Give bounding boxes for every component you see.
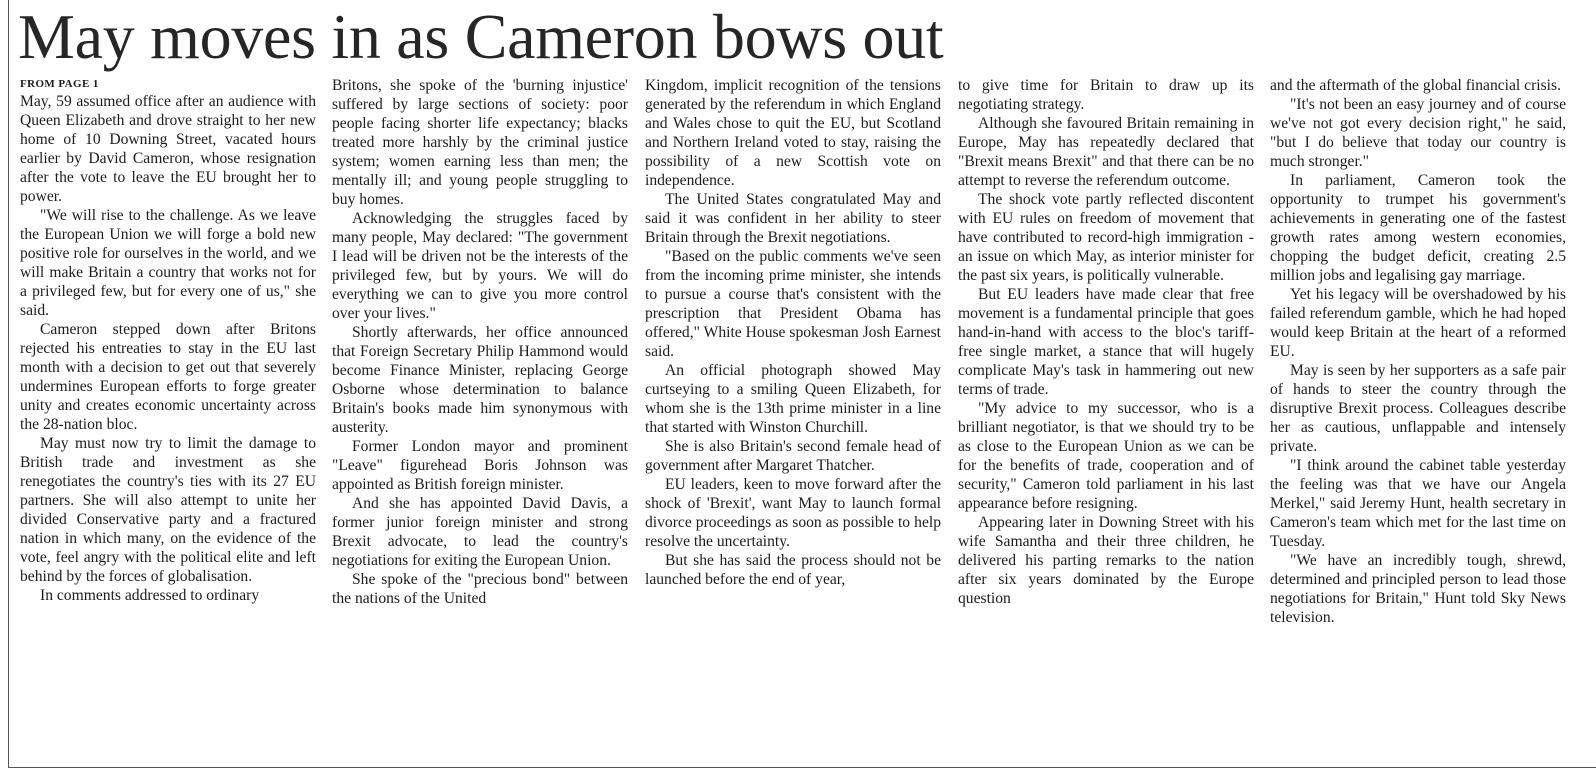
article-column-3: [645, 76, 941, 776]
left-rule: [8, 0, 9, 768]
article-paragraph: Britons, she spoke of the 'burning injustice' suffered by large sections of society: poor people facing shorter life expectancy; blacks treated more harshly by the criminal justice system; women earning less than men; the mentally ill; and young people struggling to buy homes.: [332, 77, 628, 208]
article-column-1: [20, 76, 316, 776]
article-paragraph: Acknowledging the struggles faced by many people, May declared: "The government I lead will be driven not be the interests of the privileged few, but by yours. We will do everything we can to give you more control over your lives.": [332, 210, 628, 322]
article-paragraph: Shortly afterwards, her office announced that Foreign Secretary Philip Hammond would become Finance Minister, replacing George Osborne whose determination to balance Britain's books made him synonymous with austerity.: [332, 324, 628, 436]
article-paragraph: "It's not been an easy journey and of course we've not got every decision right," he said, "but I do believe that today our country is much stronger.": [1270, 96, 1566, 170]
article-paragraph: But EU leaders have made clear that free movement is a fundamental principle that goes hand-in-hand with access to the bloc's tariff-free single market, a stance that will hugely complicate May's task in hammering out new terms of trade.: [958, 286, 1254, 398]
article-paragraph: Kingdom, implicit recognition of the tensions generated by the referendum in which England and Wales chose to quit the EU, but Scotland and Northern Ireland voted to stay, raising the possibility of a new Scottish vote on independence.: [645, 77, 941, 189]
article-paragraph: "We will rise to the challenge. As we leave the European Union we will forge a bold new positive role for ourselves in the world, and we will make Britain a country that works not for a privileged few, but for every one of us," she said.: [20, 207, 316, 319]
article-paragraph: Appearing later in Downing Street with his wife Samantha and their three children, he delivered his parting remarks to the nation after six years dominated by the Europe question: [958, 514, 1254, 607]
article-paragraph: to give time for Britain to draw up its negotiating strategy.: [958, 77, 1254, 113]
article-paragraph: Yet his legacy will be overshadowed by his failed referendum gamble, which he had hoped would keep Britain at the heart of a reformed EU.: [1270, 286, 1566, 360]
article-paragraph: "Based on the public comments we've seen from the incoming prime minister, she intends to pursue a course that's consistent with the prescription that President Obama has offered," White House spokesman Josh Earnest said.: [645, 248, 941, 360]
article-paragraph: And she has appointed David Davis, a former junior foreign minister and strong Brexit advocate, to lead the country's negotiations for exiting the European Union.: [332, 495, 628, 569]
article-paragraph: "My advice to my successor, who is a brilliant negotiator, is that we should try to be as close to the European Union as we can be for the benefits of trade, cooperation and of security," Cameron told parliament in his last appearance before resigning.: [958, 400, 1254, 512]
article-paragraph: The shock vote partly reflected discontent with EU rules on freedom of movement that have contributed to record-high immigration - an issue on which May, as interior minister for the past six years, is politically vulnerable.: [958, 191, 1254, 284]
article-paragraph: "We have an incredibly tough, shrewd, determined and principled person to lead those negotiations for Britain," Hunt told Sky News television.: [1270, 552, 1566, 626]
article-paragraph: and the aftermath of the global financial crisis.: [1270, 77, 1561, 94]
article-paragraph: She is also Britain's second female head of government after Margaret Thatcher.: [645, 438, 941, 474]
article-paragraph: May must now try to limit the damage to British trade and investment as she renegotiates the country's ties with its 27 EU partners. She will also attempt to unite her divided Conservative party and a fractured nation in which many, on the evidence of the vote, feel angry with the political elite and left behind by the forces of globalisation.: [20, 435, 316, 585]
article-paragraph: She spoke of the "precious bond" between the nations of the United: [332, 571, 628, 607]
article-paragraph: Although she favoured Britain remaining in Europe, May has repeatedly declared that "Brexit means Brexit" and that there can be no attempt to reverse the referendum outcome.: [958, 115, 1254, 189]
article-paragraph: "I think around the cabinet table yesterday the feeling was that we have our Angela Merkel," said Jeremy Hunt, health secretary in Cameron's team which met for the last time on Tuesday.: [1270, 457, 1566, 550]
article-paragraph: But she has said the process should not be launched before the end of year,: [645, 552, 941, 588]
article-paragraph: Cameron stepped down after Britons rejected his entreaties to stay in the EU last month with a decision to get out that severely undermines European efforts to forge greater unity and creates economic uncertainty across the 28-nation bloc.: [20, 321, 316, 433]
kicker: FROM PAGE 1: [20, 78, 99, 90]
article-paragraph: In comments addressed to ordinary: [40, 587, 260, 604]
article-paragraph: May, 59 assumed office after an audience with Queen Elizabeth and drove straight to her new home of 10 Downing Street, vacated hours earlier by David Cameron, whose resignation after the vote to leave the EU brought her to power.: [20, 93, 316, 205]
article-column-2: [332, 76, 628, 776]
article-paragraph: In parliament, Cameron took the opportunity to trumpet his government's achievements in generating one of the fastest growth rates among western economies, chopping the budget deficit, creating 2.5 million jobs and legalising gay marriage.: [1270, 172, 1566, 284]
article-column-4: [958, 76, 1254, 776]
article-column-5: [1270, 76, 1566, 776]
article-paragraph: May is seen by her supporters as a safe pair of hands to steer the country through the disruptive Brexit process. Colleagues describe her as cautious, unflappable and intensely private.: [1270, 362, 1566, 455]
article-paragraph: Former London mayor and prominent "Leave" figurehead Boris Johnson was appointed as British foreign minister.: [332, 438, 628, 493]
article-paragraph: An official photograph showed May curtseying to a smiling Queen Elizabeth, for whom she is the 13th prime minister in a line that started with Winston Churchill.: [645, 362, 941, 436]
article-paragraph: The United States congratulated May and said it was confident in her ability to steer Britain through the Brexit negotiations.: [645, 191, 941, 246]
headline: May moves in as Cameron bows out: [18, 1, 944, 72]
article-paragraph: EU leaders, keen to move forward after the shock of 'Brexit', want May to launch formal divorce proceedings as soon as possible to help resolve the uncertainty.: [645, 476, 941, 550]
